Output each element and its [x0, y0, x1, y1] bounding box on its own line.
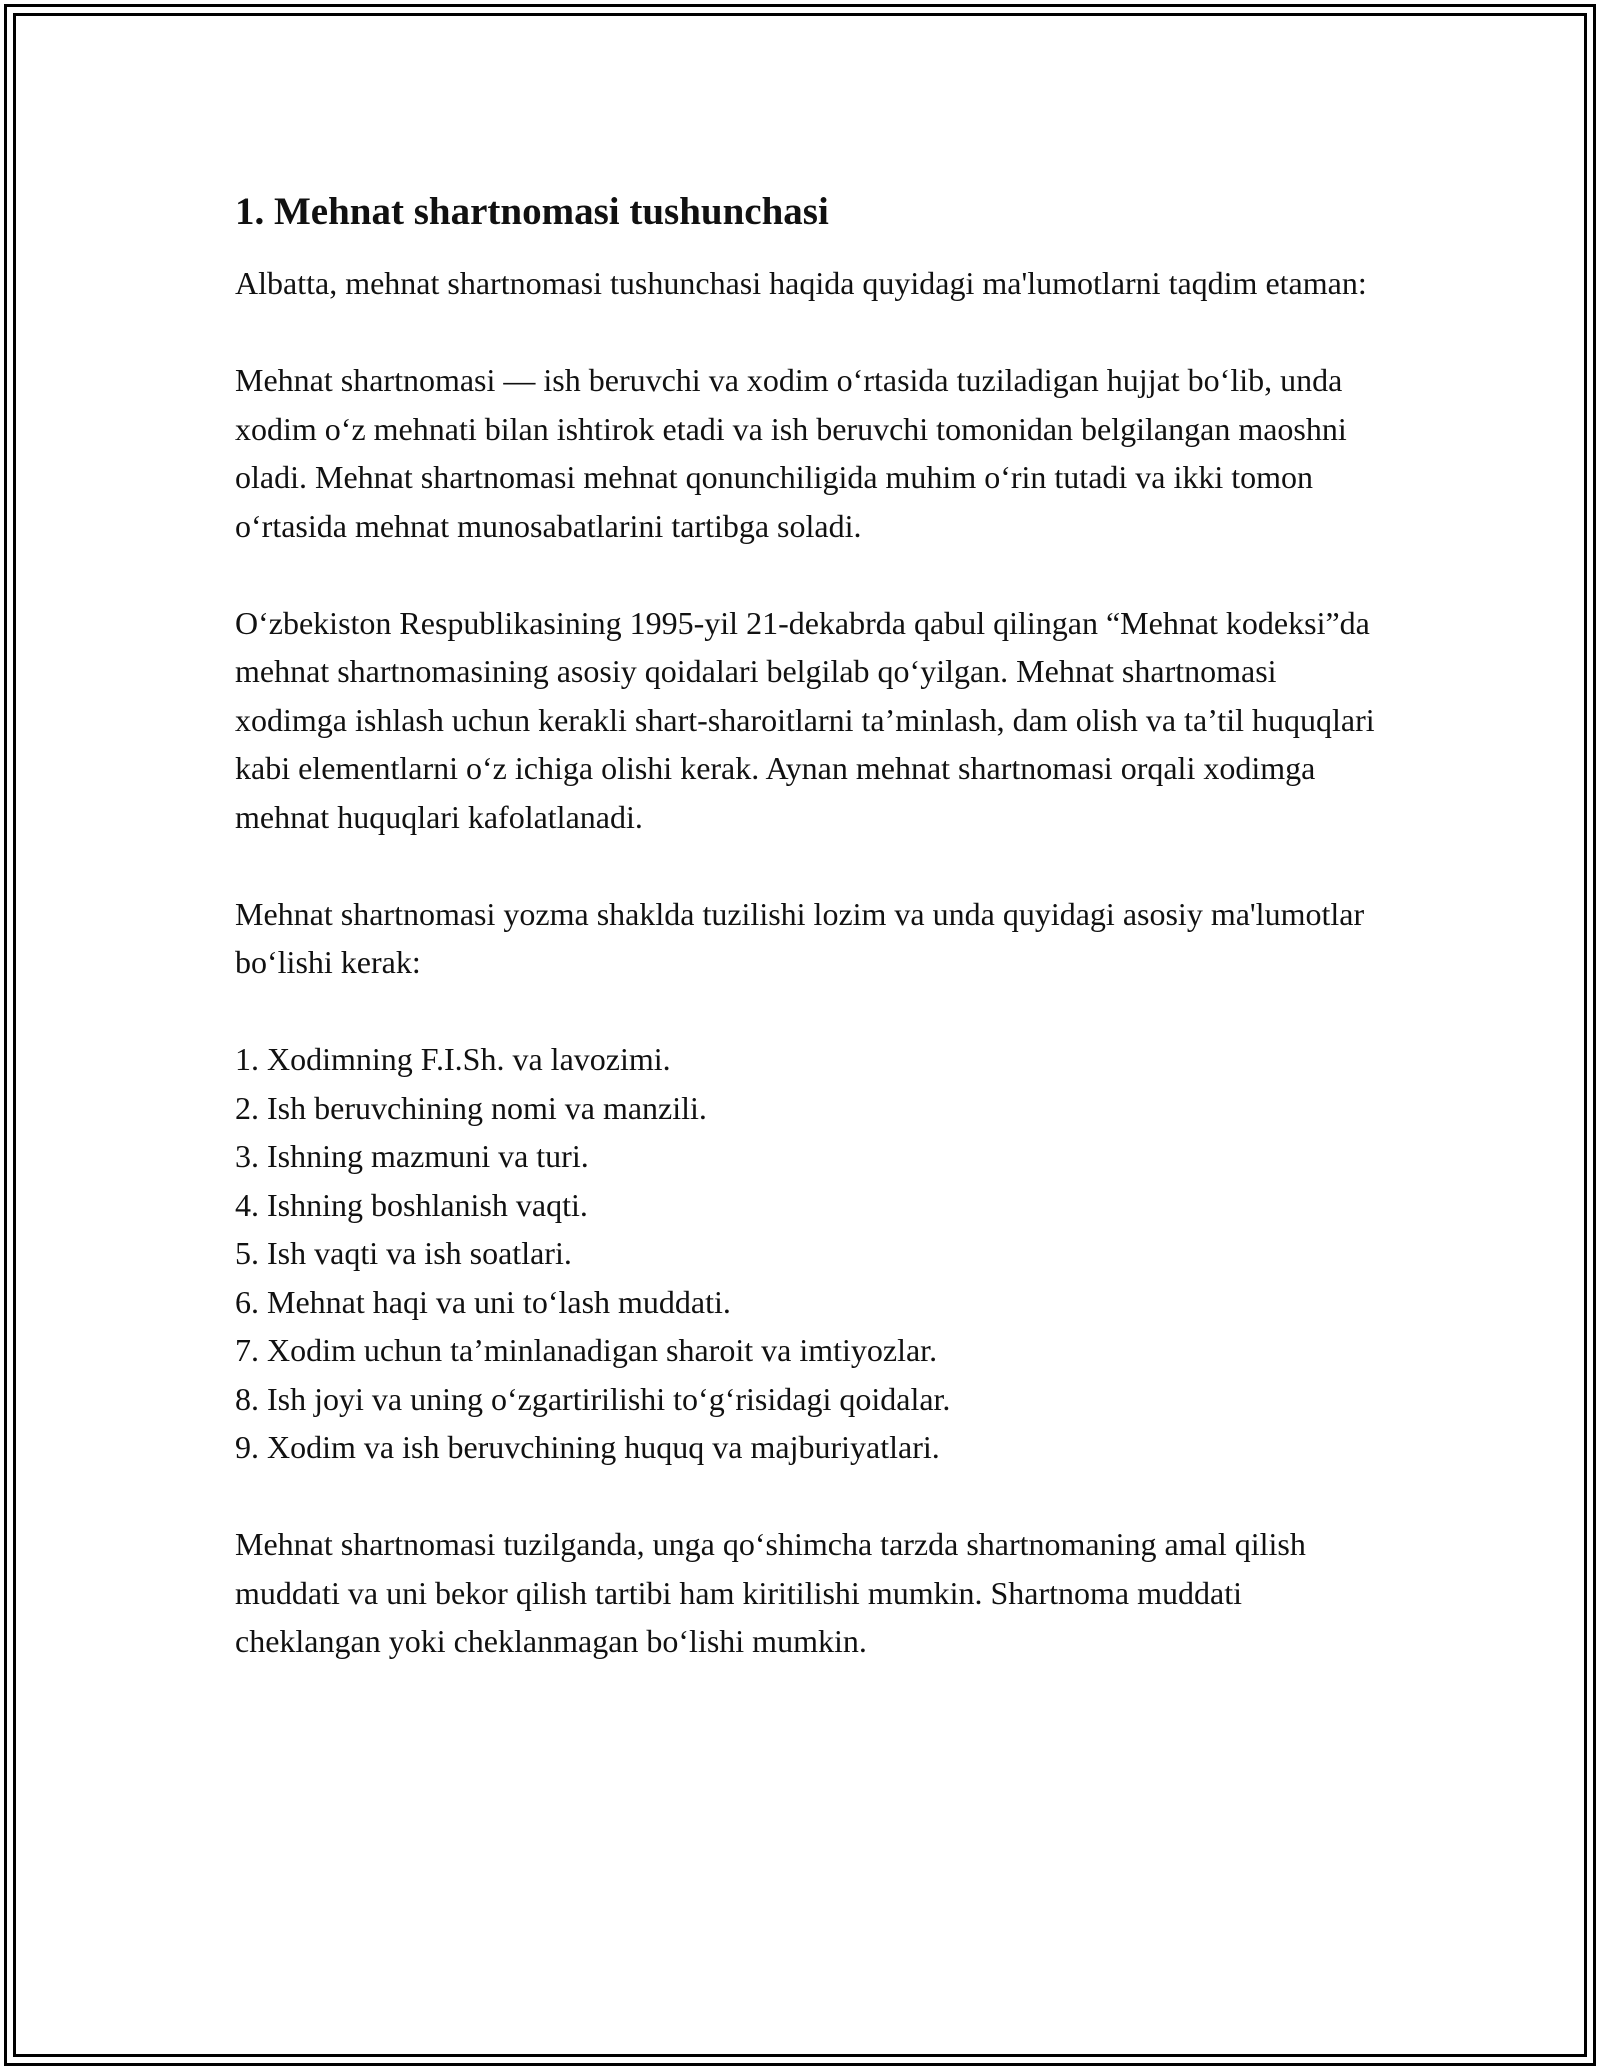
requirements-paragraph: Mehnat shartnomasi yozma shaklda tuzilishi lozim va unda quyidagi asosiy ma'lumotlar bo‘lishi kerak: — [235, 895, 1365, 980]
list-item: 9. Xodim va ish beruvchining huquq va majburiyatlari. — [235, 1429, 940, 1465]
list-item: 5. Ish vaqti va ish soatlari. — [235, 1235, 572, 1271]
list-item: 1. Xodimning F.I.Sh. va lavozimi. — [235, 1041, 671, 1077]
intro-paragraph: Albatta, mehnat shartnomasi tushunchasi haqida quyidagi ma'lumotlarni taqdim etaman: — [235, 265, 1367, 301]
list-item: 3. Ishning mazmuni va turi. — [235, 1138, 589, 1174]
list-item: 2. Ish beruvchining nomi va manzili. — [235, 1089, 707, 1126]
requirements-list — [235, 1035, 1385, 1472]
list-item: 7. Xodim uchun ta’minlanadigan sharoit va imtiyozlar. — [235, 1332, 938, 1368]
document-title: 1. Mehnat shartnomasi tushunchasi — [235, 190, 829, 233]
list-item: 6. Mehnat haqi va uni to‘lash muddati. — [235, 1283, 731, 1320]
list-item: 4. Ishning boshlanish vaqti. — [235, 1186, 588, 1223]
definition-paragraph: Mehnat shartnomasi — ish beruvchi va xodim o‘rtasida tuziladigan hujjat bo‘lib, unda xodim o‘z mehnati bilan ishtirok etadi va ish beruvchi tomonidan belgilangan maoshni oladi. Mehnat shartnomasi mehnat qonunchiligida muhim o‘rin tutadi va ikki tomon o‘rtasida mehnat munosabatlarini tartibga soladi. — [235, 362, 1347, 544]
document-body — [235, 186, 1385, 1714]
labor-code-paragraph: O‘zbekiston Respublikasining 1995-yil 21-dekabrda qabul qilingan “Mehnat kodeksi”da mehnat shartnomasining asosiy qoidalari belgilab qo‘yilgan. Mehnat shartnomasi xodimga ishlash uchun kerakli shart-sharoitlarni ta’minlash, dam olish va ta’til huquqlari kabi elementlarni o‘z ichiga olishi kerak. Aynan mehnat shartnomasi orqali xodimga mehnat huquqlari kafolatlanadi. — [235, 604, 1375, 835]
list-item: 8. Ish joyi va uning o‘zgartirilishi to‘g‘risidagi qoidalar. — [235, 1380, 951, 1417]
closing-paragraph: Mehnat shartnomasi tuzilganda, unga qo‘shimcha tarzda shartnomaning amal qilish muddati va uni bekor qilish tartibi ham kiritilishi mumkin. Shartnoma muddati cheklangan yoki cheklanmagan bo‘lishi mumkin. — [235, 1526, 1306, 1659]
